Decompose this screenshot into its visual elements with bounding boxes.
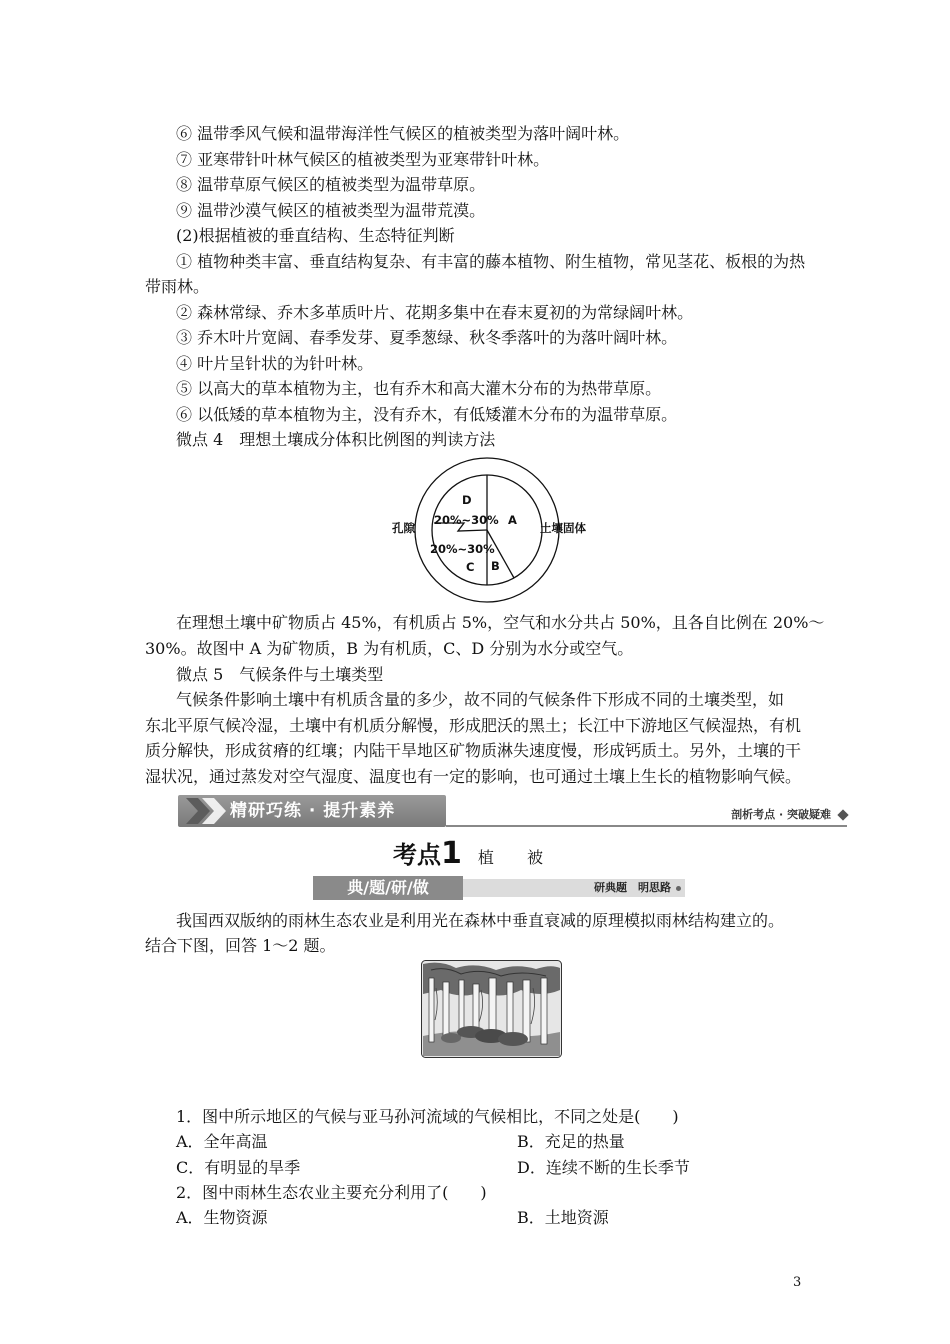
text-line: 带雨林。 [145, 277, 210, 296]
section-heading: 微点 5 气候条件与土壤类型 [176, 665, 384, 684]
kaodian-prefix: 考点 [393, 841, 442, 869]
text-line: 东北平原气候冷湿，土壤中有机质分解慢，形成肥沃的黑土；长江中下游地区气候湿热，有机 [145, 716, 802, 735]
text-line: ① 植物种类丰富、垂直结构复杂、有丰富的藤本植物、附生植物，常见茎花、板根的为热 [176, 252, 806, 271]
banner-title: 精研巧练 · 提升素养 [230, 801, 396, 821]
text-line: 湿状况，通过蒸发对空气湿度、温度也有一定的影响，也可通过土壤上生长的植物影响气候。 [145, 767, 802, 786]
text-line: 质分解快，形成贫瘠的红壤；内陆干旱地区矿物质淋失速度慢，形成钙质土。另外，土壤的干 [145, 741, 802, 760]
section-banner [178, 795, 847, 831]
segment-label-c: C [466, 560, 475, 574]
option-1d: D．连续不断的生长季节 [517, 1158, 690, 1177]
text-line: ⑨ 温带沙漠气候区的植被类型为温带荒漠。 [176, 201, 486, 220]
kaodian-heading [0, 836, 950, 876]
section-heading: 微点 4 理想土壤成分体积比例图的判读方法 [176, 430, 496, 449]
dot-icon [676, 886, 681, 891]
segment-label-d: D [462, 493, 472, 507]
option-1b: B．充足的热量 [517, 1132, 625, 1151]
banner-subtitle: 剖析考点 · 突破疑难 [731, 808, 831, 821]
segment-label-b: B [491, 559, 500, 573]
text-line: 气候条件影响土壤中有机质含量的多少，故不同的气候条件下形成不同的土壤类型，如 [176, 690, 785, 709]
banner-rule [446, 825, 847, 827]
text-line: ⑦ 亚寒带针叶林气候区的植被类型为亚寒带针叶林。 [176, 150, 550, 169]
text-line: ③ 乔木叶片宽阔、春季发芽、夏季葱绿、秋冬季落叶的为落叶阔叶林。 [176, 328, 678, 347]
percent-label-lower: 20%~30% [430, 542, 495, 556]
option-2a: A．生物资源 [176, 1208, 268, 1227]
text-line: ⑥ 温带季风气候和温带海洋性气候区的植被类型为落叶阔叶林。 [176, 124, 630, 143]
diamond-icon [837, 809, 848, 820]
text-line: 在理想土壤中矿物质占 45%，有机质占 5%，空气和水分共占 50%，且各自比例在 20%～ [176, 613, 825, 632]
banner-bar [178, 795, 446, 827]
option-2b: B．土地资源 [517, 1208, 609, 1227]
text-line: ④ 叶片呈针状的为针叶林。 [176, 354, 374, 373]
page-number: 3 [793, 1275, 802, 1290]
double-chevron-icon [184, 798, 234, 824]
rainforest-illustration [421, 960, 562, 1058]
option-1c: C．有明显的旱季 [176, 1158, 301, 1177]
text-line: ⑤ 以高大的草本植物为主，也有乔木和高大灌木分布的为热带草原。 [176, 379, 662, 398]
kaodian-topic: 植 被 [477, 848, 557, 867]
text-line: 我国西双版纳的雨林生态农业是利用光在森林中垂直衰减的原理模拟雨林结构建立的。 [176, 911, 785, 930]
text-line: 30%。故图中 A 为矿物质，B 为有机质，C、D 分别为水分或空气。 [145, 639, 634, 658]
soil-solid-label: 土壤固体 [540, 521, 586, 535]
dianti-title: 典/题/研/做 [313, 876, 463, 900]
pore-label: 孔隙 [392, 521, 415, 535]
text-line: ② 森林常绿、乔木多革质叶片、花期多集中在春末夏初的为常绿阔叶林。 [176, 303, 694, 322]
question-2: 2．图中雨林生态农业主要充分利用了( ) [176, 1183, 487, 1202]
dianti-subtitle: 研典题 明思路 [594, 881, 671, 894]
question-1: 1．图中所示地区的气候与亚马孙河流域的气候相比，不同之处是( ) [176, 1107, 679, 1126]
text-line: 结合下图，回答 1～2 题。 [145, 936, 336, 955]
option-1a: A．全年高温 [176, 1132, 268, 1151]
percent-label-upper: 20%~30% [434, 513, 499, 527]
section-heading: (2)根据植被的垂直结构、生态特征判断 [176, 226, 455, 245]
text-line: ⑥ 以低矮的草本植物为主，没有乔木，有低矮灌木分布的为温带草原。 [176, 405, 678, 424]
soil-composition-diagram [380, 456, 610, 606]
segment-label-a: A [508, 513, 517, 527]
dianti-bar [313, 876, 685, 901]
text-line: ⑧ 温带草原气候区的植被类型为温带草原。 [176, 175, 486, 194]
kaodian-number: 1 [441, 836, 462, 871]
